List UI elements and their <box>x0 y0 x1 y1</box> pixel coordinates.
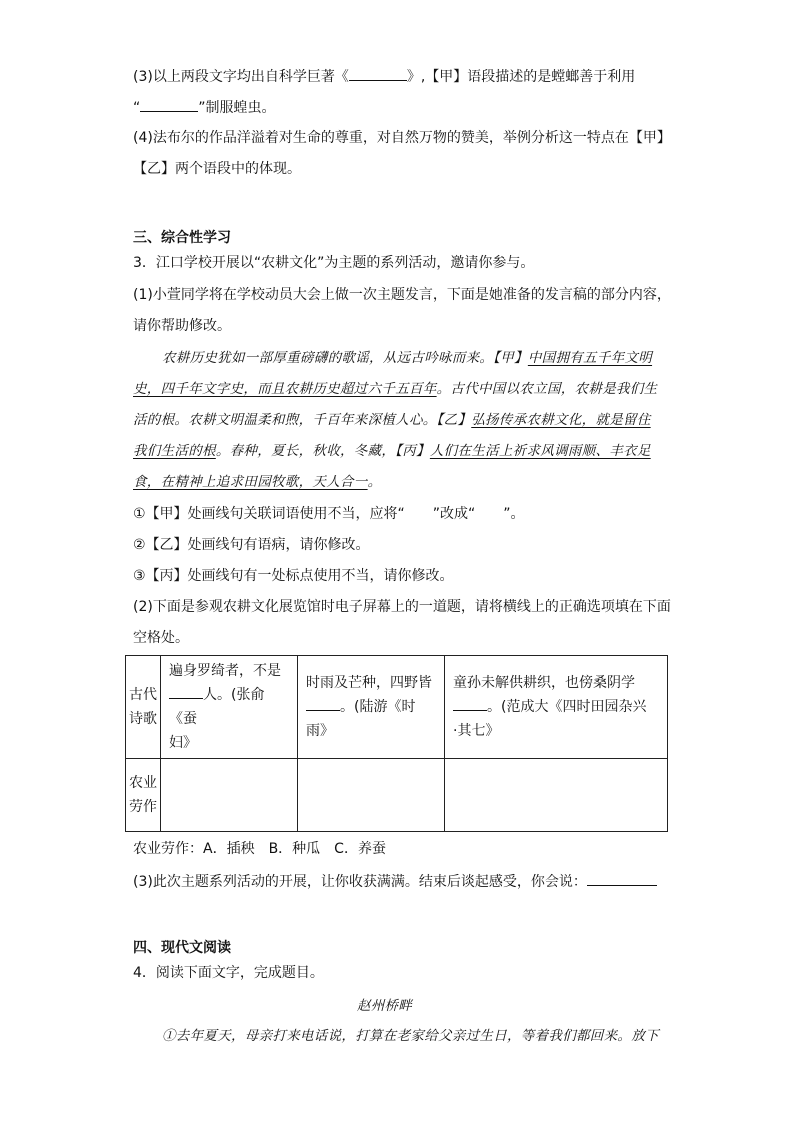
table-row <box>126 656 668 759</box>
part3-line <box>133 871 657 892</box>
answer-blank[interactable] <box>169 684 203 699</box>
answer-cell-3[interactable] <box>445 759 668 832</box>
passage-paragraph: ①去年夏天，母亲打来电话说，打算在老家给父亲过生日，等着我们都回来。放下 <box>162 1028 659 1044</box>
answer-blank[interactable] <box>306 696 340 711</box>
text-segment: 》,【甲】语段描述的是螳螂善于利用 <box>406 69 636 85</box>
speech-line <box>133 472 381 492</box>
row-label-poems <box>126 656 161 759</box>
text-segment: (3)以上两段文字均出自科学巨著《 <box>133 69 349 85</box>
poem-cell-1 <box>161 656 298 759</box>
underlined-sentence-yi: 我们生活的根 <box>133 443 216 459</box>
question-text: (3)此次主题系列活动的开展，让你收获满满。结束后谈起感受，你会说： <box>133 874 587 890</box>
label-text: 诗歌 <box>129 711 157 727</box>
speech-line <box>133 379 657 399</box>
part2-line1: (2)下面是参观农耕文化展览馆时电子屏幕上的一道题，请将横线上的正确选项填在下面 <box>133 599 671 615</box>
q4-part-line2: 【乙】两个语段中的体现。 <box>133 161 301 177</box>
underlined-sentence-yi: 弘扬传承农耕文化，就是留住 <box>471 412 651 428</box>
options-line: 农业劳作：A．插秧 B．种瓜 C．养蚕 <box>133 841 386 857</box>
underlined-sentence-jia: 史，四千年文字史，而且农耕历史超过六千五百年 <box>133 381 437 397</box>
subquestion-1: ①【甲】处画线句关联词语使用不当，应将“ ”改成“ ”。 <box>133 506 525 522</box>
label-text: 农业 <box>129 775 157 791</box>
speech-line <box>133 410 651 430</box>
poem-text: ·其七》 <box>453 723 500 739</box>
poem-text: 。(范成大《四时田园杂兴 <box>487 699 647 715</box>
subquestion-3: ③【丙】处画线句有一处标点使用不当，请你修改。 <box>133 568 454 584</box>
question-intro: 3．江口学校开展以“农耕文化”为主题的系列活动，邀请你参与。 <box>133 255 535 271</box>
part1-line2: 请你帮助修改。 <box>133 318 231 334</box>
poem-cell-3 <box>445 656 668 759</box>
speech-text: 。古代中国以农立国，农耕是我们生 <box>436 381 658 397</box>
q3-part3-line1 <box>133 66 635 87</box>
text-segment: ”制服蝗虫。 <box>198 100 276 116</box>
q4-part-line1: (4)法布尔的作品洋溢着对生命的尊重，对自然万物的赞美，举例分析这一特点在【甲】 <box>133 130 671 146</box>
subquestion-2: ②【乙】处画线句有语病，请你修改。 <box>133 537 370 553</box>
speech-text: 活的根。农耕文明温柔和煦，千百年来深植人心。【乙】 <box>133 412 472 428</box>
poem-text: 遍身罗绮者，不是 <box>169 663 281 679</box>
underlined-sentence-bing: 食，在精神上追求田园牧歌，天人合一 <box>133 474 368 490</box>
speech-line <box>162 348 652 368</box>
row-label-labor <box>126 759 161 832</box>
speech-text: 。春种，夏长，秋收，冬藏，【丙】 <box>215 443 430 459</box>
answer-cell-1[interactable] <box>161 759 298 832</box>
answer-blank[interactable] <box>349 66 407 81</box>
q3-part3-line2 <box>133 97 276 118</box>
speech-text: 农耕历史犹如一部厚重磅礴的歌谣，从远古吟咏而来。【甲】 <box>162 350 528 366</box>
answer-blank[interactable] <box>140 97 198 112</box>
underlined-sentence-jia: 中国拥有五千年文明 <box>527 350 653 366</box>
label-text: 劳作 <box>129 799 157 815</box>
answer-cell-2[interactable] <box>298 759 445 832</box>
section-heading: 四、现代文阅读 <box>133 940 231 956</box>
poem-text: 人。(张俞《蚕 <box>169 687 265 727</box>
speech-text: 。 <box>367 474 382 490</box>
speech-line <box>133 441 651 461</box>
underlined-sentence-bing: 人们在生活上祈求风调雨顺、丰衣足 <box>429 443 651 459</box>
part1-line1: (1)小萱同学将在学校动员大会上做一次主题发言，下面是她准备的发言稿的部分内容， <box>133 287 671 303</box>
question-intro: 4．阅读下面文字，完成题目。 <box>133 965 324 981</box>
text-segment: “ <box>133 100 141 116</box>
passage-title: 赵州桥畔 <box>356 998 413 1014</box>
answer-blank[interactable] <box>587 871 657 886</box>
poem-text: 雨》 <box>306 723 334 739</box>
poem-text: 妇》 <box>169 735 197 751</box>
table-row <box>126 759 668 832</box>
poem-table <box>125 655 668 832</box>
poem-text: 。(陆游《时 <box>340 699 416 715</box>
poem-text: 时雨及芒种，四野皆 <box>306 675 432 691</box>
answer-blank[interactable] <box>453 696 487 711</box>
label-text: 古代 <box>129 687 157 703</box>
poem-cell-2 <box>298 656 445 759</box>
part2-line2: 空格处。 <box>133 630 189 646</box>
poem-text: 童孙未解供耕织，也傍桑阴学 <box>453 675 635 691</box>
section-heading: 三、综合性学习 <box>133 230 231 246</box>
